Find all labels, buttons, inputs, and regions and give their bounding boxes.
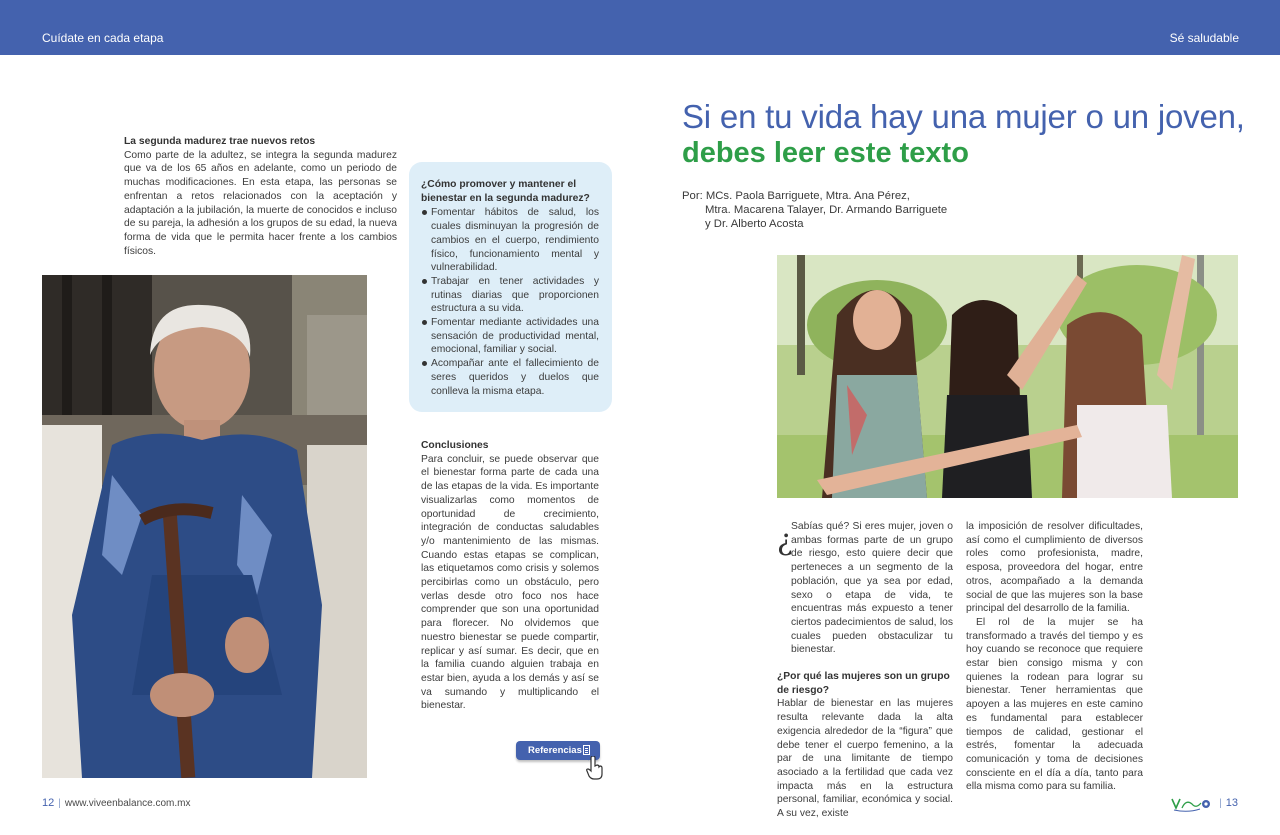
intro-heading: La segunda madurez trae nuevos retos: [124, 136, 316, 147]
young-women-illustration: [777, 255, 1238, 498]
elderly-woman-illustration: [42, 275, 367, 778]
conclusions-body: Para concluir, se puede observar que el bienestar forma parte de cada una de las etapas de la vida. Es importante visualizarlas como momentos de oportunidad de crecimiento, integración de conductas saludables y/o mantenimiento de las mismas. Cuando estas etapas se complican, las etiquetamos como crisis y solemos percibirlas como un obstáculo, pero verlas desde otro foco nos hace comprender que son una oportunidad para florecer. No olvidemos que nuestro bienestar se puede compartir, replicar y así sumar. Es decir, que en la familia cuando alguien trabaja en estar bien, ayuda a los demás y así se va sumando y multiplicando el bienestar.: [421, 453, 599, 712]
page-number-right: 13: [1225, 797, 1238, 809]
page-number-left: 12: [42, 797, 55, 809]
authors-byline: [682, 189, 947, 231]
authors-line: y Dr. Alberto Acosta: [705, 218, 804, 230]
authors-line: Mtra. Macarena Talayer, Dr. Armando Barriguete: [705, 204, 948, 216]
young-women-photo: [777, 255, 1238, 498]
section-heading: ¿Por qué las mujeres son un grupo de riesgo?: [777, 671, 950, 696]
conclusions-heading: Conclusiones: [421, 440, 489, 451]
tips-list-item: Acompañar ante el fallecimiento de seres queridos y duelos que conlleva la misma etapa.: [421, 357, 599, 398]
tips-list-item: Trabajar en tener actividades y rutinas diarias que proporcionen estructura a su vida.: [421, 275, 599, 316]
tips-heading: ¿Cómo promover y mantener el bienestar en la segunda madurez?: [421, 179, 590, 204]
vive-en-balance-logo: [1170, 795, 1212, 813]
paragraph: El rol de la mujer se ha transformado a través del tiempo y es hoy cuando se reconoce que requiere estar bien consigo misma y con quienes la rodean para lograr su bienestar. Tener herramientas que apoyen a las mujeres en este camino es fundamental para establecer tiempos de calidad, gestionar el estrés, fomentar la adecuada comunicación y toma de decisiones consciente en el día a día, tanto para ella misma como para su familia.: [966, 616, 1143, 793]
divider: |: [1219, 798, 1222, 809]
article-column-3: [777, 520, 953, 821]
divider: |: [58, 798, 61, 809]
header-bar: [0, 0, 1280, 55]
document-icon: [583, 745, 590, 755]
footer-right: [1215, 797, 1238, 809]
elderly-woman-photo: [42, 275, 367, 778]
section-label-left: Cuídate en cada etapa: [42, 31, 164, 45]
article-column-4: [966, 520, 1143, 794]
drop-character: ¿: [777, 523, 793, 557]
intro-paragraph: Sabías qué? Si eres mujer, joven o ambas formas parte de un grupo de riesgo, esto quiere decir que perteneces a un segmento de la población, que ya sea por edad, sexo o etapa de vida, te encuentras más expuesto a tener ciertos padecimientos de salud, los cuales pueden obstaculizar tu bienestar.: [791, 521, 953, 656]
site-url[interactable]: www.viveenbalance.com.mx: [64, 798, 191, 809]
references-label: Referencias: [528, 745, 582, 756]
intro-section: [124, 135, 397, 258]
pointer-hand-icon: [586, 756, 604, 780]
article-title-line2: debes leer este texto: [682, 137, 969, 169]
intro-body: Como parte de la adultez, se integra la segunda madurez que va de los 65 años en adelante, como un periodo de muchas modificaciones. En esta etapa, las personas se enfrentan a retos relacionados con la aceptación y adaptación a la jubilación, la muerte de conocidos e incluso de su pareja, la adhesión a los grupos de su edad, la nueva forma de vida que le permita hacer frente a los cambios físicos.: [124, 149, 397, 257]
footer-left: [42, 797, 190, 809]
paragraph: la imposición de resolver dificultades, así como el cumplimiento de diversos roles como profesionista, madre, esposa, proveedora del hogar, entre otros, acompañado a la demanda social de que las mujeres son la base principal del desarrollo de la familia.: [966, 521, 1143, 615]
tips-list: [421, 206, 599, 398]
tips-list-item: Fomentar hábitos de salud, los cuales disminuyan la progresión de cambios en el cuerpo, rendimiento físico, funcionamiento mental y vulnerabilidad.: [421, 206, 599, 275]
authors-line: Por: MCs. Paola Barriguete, Mtra. Ana Pérez,: [682, 190, 910, 202]
tips-content: [421, 178, 599, 398]
article-title-line1: Si en tu vida hay una mujer o un joven,: [682, 98, 1245, 135]
tips-list-item: Fomentar mediante actividades una sensación de productividad mental, emocional, familiar y social.: [421, 316, 599, 357]
section-paragraph: Hablar de bienestar en las mujeres resulta relevante dada la alta exigencia alrededor de la “figura” que debe tener el cuerpo femenino, a la par de una limitante de tiempo asociado a la fertilidad que cada vez impacta más en la estructura personal, familiar, económica y social. A su vez, existe: [777, 698, 953, 820]
conclusions-section: [421, 439, 599, 713]
section-label-right: Sé saludable: [1169, 31, 1239, 45]
